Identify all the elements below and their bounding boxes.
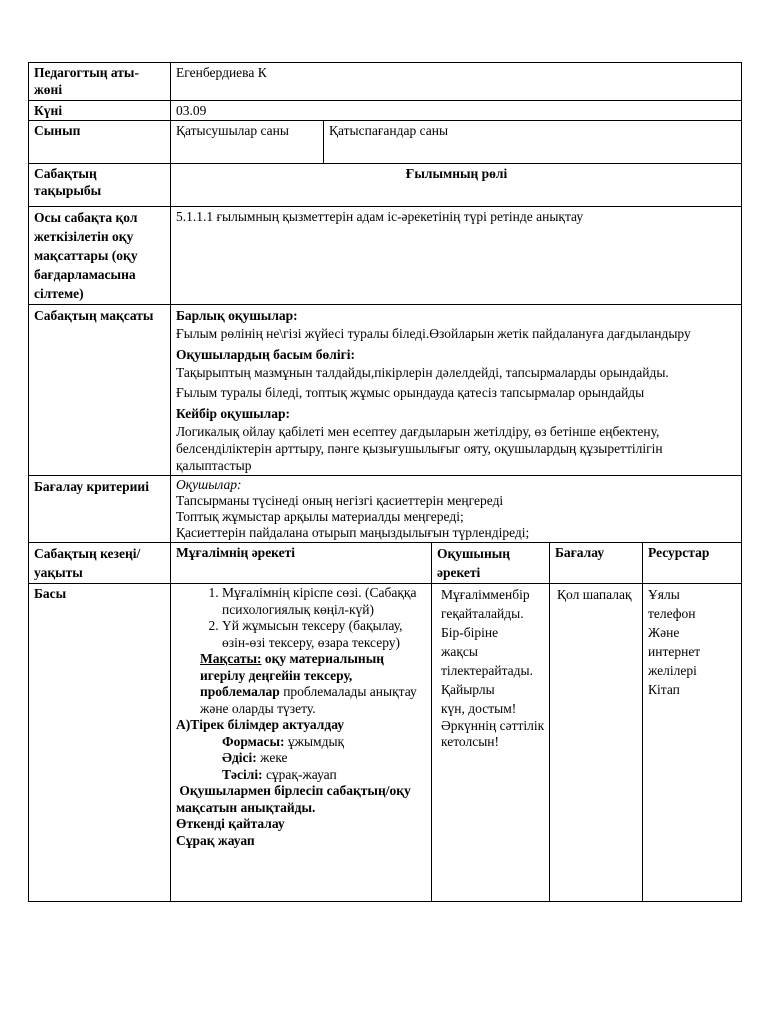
lesson-plan-table: [28, 62, 742, 902]
start-technique-value: сұрақ-жауап: [262, 766, 337, 782]
student-text-7: күн, достым!: [441, 701, 517, 716]
header-student-action: Оқушының әрекеті: [432, 543, 550, 584]
student-text-8: Әркүннің сәттілік: [441, 718, 545, 733]
start-goal-rest: проблемалады анықтау және оларды түзету.: [200, 684, 417, 716]
student-text-2: геқайталайды.: [441, 606, 524, 621]
row-goals: [29, 305, 742, 476]
date-label: Күні: [29, 101, 171, 121]
student-text-4: жақсы: [441, 644, 478, 659]
row-teacher: [29, 63, 742, 101]
criteria-heading: Оқушылар:: [176, 477, 242, 492]
start-assessment: Қол шапалақ: [550, 584, 643, 902]
start-technique-label: Тәсілі:: [222, 766, 263, 782]
present-count-label: Қатысушылар саны: [171, 121, 324, 164]
goals-label: Сабақтың мақсаты: [29, 305, 171, 476]
resource-2: телефон: [648, 606, 696, 621]
start-method-value: жеке: [256, 750, 288, 765]
goals-some-text: Логикалық ойлау қабілеті мен есептеу дағдыларын жетілдіру, өз бетінше еңбектену, белсенділіктерін арттыру, пәнге қызығушылығыг ояту, оқушылардың құзыреттілігін қалыптастыр: [176, 424, 663, 473]
student-text-5: тілектерайтады.: [441, 663, 533, 678]
row-topic: [29, 164, 742, 207]
row-criteria: [29, 476, 742, 543]
lesson-plan-page: [28, 62, 741, 902]
goals-most-text-2: Ғылым туралы біледі, топтық жұмыс орындауда қатесіз тапсырмалар орындайды: [176, 385, 645, 400]
start-goal: [176, 651, 427, 717]
start-goal-bold: оқу материалының игерілу деңгейін тексеру, проблемалар: [200, 651, 385, 699]
start-stage: Басы: [29, 584, 171, 902]
teacher-value: Егенбердиева К: [171, 63, 742, 101]
student-text-3: Бір-біріне: [441, 625, 499, 640]
header-stage: Сабақтың кезеңі/уақыты: [29, 543, 171, 584]
goals-all-text: Ғылым рөлінің не\гізі жүйесі туралы біледі.Өзойларын жетік пайдалануға дағдыландыру: [176, 326, 691, 341]
date-value: 03.09: [171, 101, 742, 121]
criteria-line-3: Қасиеттерін пайдалана отырып маңыздылығын түрлендіреді;: [176, 525, 530, 540]
header-resources: Ресурстар: [643, 543, 742, 584]
start-step-1: 1. Мұғалімнің кіріспе сөзі. (Сабаққа психологиялық көңіл-күй): [222, 585, 427, 618]
class-label: Сынып: [29, 121, 171, 164]
criteria-line-2: Топтық жұмыстар арқылы материалды меңгереді;: [176, 509, 464, 524]
start-steps-list: [176, 585, 427, 651]
start-form-value: ұжымдық: [284, 733, 345, 749]
start-method: [176, 750, 427, 767]
row-start: [29, 584, 742, 902]
start-resources: [643, 584, 742, 902]
start-student-action: [432, 584, 550, 902]
resource-6: Кітап: [648, 682, 680, 697]
criteria-cell: [171, 476, 742, 543]
resource-5: желілері: [648, 663, 697, 678]
start-qa: Сұрақ жауап: [176, 832, 255, 848]
objectives-value: 5.1.1.1 ғылымның қызметтерін адам іс-әрекетінің түрі ретінде анықтау: [171, 207, 742, 305]
header-assessment: Бағалау: [550, 543, 643, 584]
start-form-label: Формасы:: [222, 733, 285, 749]
resource-3: Және: [648, 625, 680, 640]
start-form: [176, 734, 427, 751]
teacher-label: Педагогтың аты-жөні: [29, 63, 171, 101]
start-step-2: 2. Үй жұмысын тексеру (бақылау, өзін-өзі тексеру, өзара тексеру): [222, 618, 427, 651]
header-teacher-action: Мұғалімнің әрекеті: [171, 543, 432, 584]
resource-4: интернет: [648, 644, 701, 659]
goals-most-text-1: Тақырыптың мазмұнын талдайды,пікірлерін дәлелдейді, тапсырмаларды орындайды.: [176, 365, 669, 380]
start-goal-label: Мақсаты:: [200, 651, 262, 666]
student-text-6: Қайырлы: [441, 682, 495, 697]
student-text-1: Мұғалімменбір: [441, 587, 530, 602]
student-text-9: кетолсын!: [441, 734, 500, 749]
goals-most-heading: Оқушылардың басым бөлігі:: [176, 347, 355, 362]
row-date: [29, 101, 742, 121]
row-objectives: [29, 207, 742, 305]
start-technique: [176, 767, 427, 784]
start-review: Өткенді қайталау: [176, 816, 285, 831]
absent-count-label: Қатыспағандар саны: [324, 121, 742, 164]
row-class: [29, 121, 742, 164]
criteria-line-1: Тапсырманы түсінеді оның негізгі қасиеттерін меңгереді: [176, 493, 504, 508]
start-together: Оқушылармен бірлесіп сабақтың/оқу мақсатын анықтайды.: [176, 783, 415, 815]
goals-some-heading: Кейбір оқушылар:: [176, 406, 290, 421]
topic-label: Сабақтың тақырыбы: [29, 164, 171, 207]
row-headers: [29, 543, 742, 584]
start-method-label: Әдісі:: [222, 750, 257, 765]
start-section-a: А)Тірек білімдер актуалдау: [176, 717, 345, 732]
goals-cell: [171, 305, 742, 476]
start-teacher-action: [171, 584, 432, 902]
criteria-label: Бағалау критерииі: [29, 476, 171, 543]
goals-all-heading: Барлық оқушылар:: [176, 308, 298, 323]
resource-1: Ұялы: [648, 587, 680, 602]
topic-value: Ғылымның рөлі: [171, 164, 742, 207]
objectives-label: Осы сабақта қол жеткізілетін оқу мақсаттары (оқу бағдарламасына сілтеме): [29, 207, 171, 305]
